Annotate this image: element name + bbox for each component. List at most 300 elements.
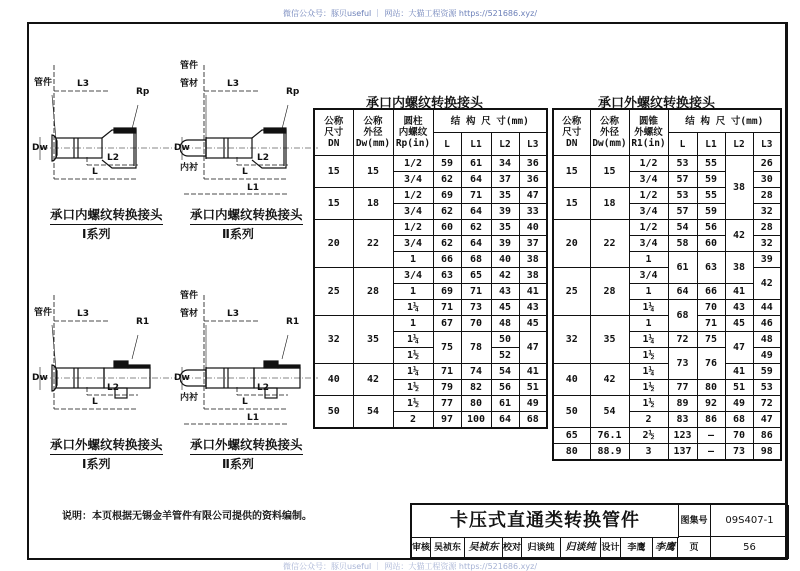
table-cell: 60 (697, 236, 725, 252)
reviewer-name: 吴祯东 (431, 537, 465, 559)
figure-series: Ⅰ系列 (82, 227, 111, 241)
table-row (314, 268, 547, 284)
internal-thread-table (313, 108, 548, 429)
label-dw: Dw (32, 373, 48, 383)
table-cell: 64 (668, 284, 697, 300)
table-cell: 64 (461, 236, 491, 252)
header-l3: L3 (519, 133, 547, 156)
table-cell: 65 (553, 428, 590, 444)
table-cell: 62 (433, 172, 461, 188)
table-cell: 51 (725, 380, 753, 396)
table-cell: 1¼ (393, 364, 433, 380)
header-l1: L1 (697, 133, 725, 156)
table-cell: 78 (461, 332, 491, 364)
table-cell: 80 (461, 396, 491, 412)
table-cell: 45 (491, 300, 519, 316)
label-l: L (92, 397, 98, 407)
label-l: L (242, 167, 248, 177)
table-row (553, 444, 781, 461)
table-cell: 62 (433, 236, 461, 252)
table-cell: 1¼ (629, 300, 668, 316)
table-cell: 1/2 (629, 156, 668, 172)
table-cell: 59 (433, 156, 461, 172)
header-dn: 公称 尺寸 DN (553, 109, 590, 156)
label-pipe: 管材 (180, 309, 199, 319)
table-cell: 1¼ (629, 364, 668, 380)
table-cell: 60 (433, 220, 461, 236)
table-cell: 73 (461, 300, 491, 316)
table-cell: 48 (491, 316, 519, 332)
label-l1: L1 (247, 183, 259, 193)
table-cell: 15 (353, 156, 393, 188)
table-cell: 63 (433, 268, 461, 284)
drawing-title: 卡压式直通类转换管件 (412, 505, 679, 538)
external-thread-adapter-figure-series-1 (32, 295, 178, 471)
table-cell: 39 (753, 252, 781, 268)
table-cell: 2 (629, 412, 668, 428)
table-cell: 77 (433, 396, 461, 412)
fitting-drawing (180, 65, 320, 197)
table-cell: 68 (725, 412, 753, 428)
table-cell: 80 (697, 380, 725, 396)
table-cell: 137 (668, 444, 697, 461)
table-cell: 39 (491, 204, 519, 220)
table-row (553, 156, 781, 172)
table-cell: 25 (314, 268, 353, 316)
fitting-drawing (38, 65, 178, 197)
table-cell: 43 (491, 284, 519, 300)
table-cell: 83 (668, 412, 697, 428)
table-cell: 59 (697, 172, 725, 188)
table-cell: 54 (491, 364, 519, 380)
table-cell: 70 (461, 316, 491, 332)
table-cell: 64 (461, 172, 491, 188)
table-cell: 44 (753, 300, 781, 316)
note: 说明：本页根据无锡金羊管件有限公司提供的资料编制。 (62, 511, 312, 522)
table-cell: 18 (353, 188, 393, 220)
figure-title: 承口内螺纹转换接头 (50, 205, 163, 225)
table-cell: 39 (491, 236, 519, 252)
header-dw: 公称 外径 Dw(mm) (590, 109, 629, 156)
table-cell: 1 (393, 316, 433, 332)
table-row (553, 364, 781, 380)
label-liner: 内衬 (180, 163, 199, 173)
table-cell: 71 (461, 188, 491, 204)
label-l2: L2 (107, 153, 119, 163)
table-cell: 72 (668, 332, 697, 348)
atlas-number: 09S407-1 (711, 505, 789, 537)
table-cell: 3/4 (629, 236, 668, 252)
table-cell: 22 (353, 220, 393, 268)
table-cell: 20 (314, 220, 353, 268)
table-cell: 38 (519, 252, 547, 268)
label-dw: Dw (174, 373, 190, 383)
label-l: L (242, 397, 248, 407)
table-cell: 15 (553, 188, 590, 220)
label-thread: Rp (286, 87, 300, 97)
table-cell: 47 (725, 332, 753, 364)
table-row (314, 220, 547, 236)
table-cell: 28 (353, 268, 393, 316)
checker-name: 归谈纯 (522, 537, 561, 559)
table-cell: 73 (668, 348, 697, 380)
table-cell: 57 (668, 172, 697, 188)
table-cell: 15 (553, 156, 590, 188)
table-cell: 3/4 (629, 268, 668, 284)
table-cell: 41 (519, 364, 547, 380)
table-cell: 1½ (629, 380, 668, 396)
table-cell: 59 (753, 364, 781, 380)
table-cell: 1½ (393, 348, 433, 364)
table-cell: 71 (461, 284, 491, 300)
label-thread: R1 (136, 317, 150, 327)
table-cell: 98 (753, 444, 781, 461)
page-number: 56 (711, 537, 789, 559)
table-cell: 1 (393, 284, 433, 300)
table-cell: 35 (491, 188, 519, 204)
table-cell: 1½ (393, 396, 433, 412)
table-cell: 71 (433, 364, 461, 380)
table-title-internal-thread: 承口内螺纹转换接头 (366, 96, 484, 111)
table-cell: 69 (433, 284, 461, 300)
table-row (553, 396, 781, 412)
table-cell: 1/2 (393, 220, 433, 236)
table-cell: 69 (433, 188, 461, 204)
table-cell: 1/2 (393, 188, 433, 204)
table-cell: 75 (697, 332, 725, 348)
table-cell: 3/4 (629, 204, 668, 220)
table-cell: 77 (668, 380, 697, 396)
table-cell: 58 (668, 236, 697, 252)
header-l: L (433, 133, 461, 156)
table-cell: 1 (629, 252, 668, 268)
table-cell: 28 (753, 220, 781, 236)
table-cell: 42 (590, 364, 629, 396)
table-cell: 28 (753, 188, 781, 204)
table-cell: 38 (725, 252, 753, 284)
header-dn: 公称 尺寸 DN (314, 109, 353, 156)
table-cell: 86 (753, 428, 781, 444)
table-cell: 68 (668, 300, 697, 332)
table-cell: 3/4 (393, 172, 433, 188)
table-row (314, 364, 547, 380)
table-row (314, 156, 547, 172)
table-cell: 15 (314, 156, 353, 188)
label-pipe: 管材 (180, 79, 199, 89)
page-label: 页 (678, 537, 711, 559)
label-fitting: 管件 (180, 61, 199, 71)
table-cell: 89 (668, 396, 697, 412)
table-cell: 70 (725, 428, 753, 444)
header-l2: L2 (491, 133, 519, 156)
table-cell: 55 (697, 156, 725, 172)
table-cell: 53 (753, 380, 781, 396)
table-cell: 35 (590, 316, 629, 364)
label-l1: L1 (247, 413, 259, 423)
table-cell: 80 (553, 444, 590, 461)
table-cell: 15 (590, 156, 629, 188)
table-cell: 42 (353, 364, 393, 396)
table-cell: 1¼ (393, 300, 433, 316)
table-cell: 68 (461, 252, 491, 268)
fitting-drawing (38, 295, 178, 427)
table-cell: 42 (725, 220, 753, 252)
table-cell: 41 (725, 284, 753, 300)
check-label: 校对 (503, 537, 522, 559)
table-row (314, 396, 547, 412)
table-cell: 1½ (393, 380, 433, 396)
table-cell: 71 (697, 316, 725, 332)
internal-thread-adapter-figure-series-1 (32, 65, 178, 241)
table-cell: 86 (697, 412, 725, 428)
designer-name: 李鹰 (621, 537, 653, 559)
fitting-drawing (180, 295, 320, 427)
table-cell: 49 (725, 396, 753, 412)
table-cell: 30 (753, 172, 781, 188)
table-cell: 3/4 (629, 172, 668, 188)
table-cell: 64 (461, 204, 491, 220)
label-thread: Rp (136, 87, 150, 97)
table-cell: 66 (433, 252, 461, 268)
header-l3: L3 (753, 133, 781, 156)
table-cell: 53 (668, 156, 697, 172)
table-cell: 35 (353, 316, 393, 364)
table-cell: 32 (314, 316, 353, 364)
review-label: 审核 (412, 537, 431, 559)
reviewer-signature: 吴祯东 (465, 537, 503, 559)
table-cell: 61 (668, 252, 697, 284)
table-cell: 15 (314, 188, 353, 220)
table-cell: 49 (753, 348, 781, 364)
table-cell: 46 (753, 316, 781, 332)
label-fitting: 管件 (34, 308, 53, 318)
table-cell: 45 (725, 316, 753, 332)
table-cell: 2½ (629, 428, 668, 444)
atlas-label: 图集号 (678, 505, 711, 537)
figure-series: Ⅰ系列 (82, 457, 111, 471)
header-l: L (668, 133, 697, 156)
table-cell: 51 (519, 380, 547, 396)
table-cell: 41 (519, 284, 547, 300)
table-row (314, 188, 547, 204)
table-cell: 100 (461, 412, 491, 429)
figure-caption (190, 205, 303, 242)
table-cell: 1 (629, 284, 668, 300)
table-row (553, 428, 781, 444)
table-cell: 1½ (629, 348, 668, 364)
table-cell: 40 (491, 252, 519, 268)
table-cell: 55 (697, 188, 725, 204)
table-cell: 1½ (629, 396, 668, 412)
table-cell: 71 (433, 300, 461, 316)
table-cell: 1/2 (393, 156, 433, 172)
table-cell: 97 (433, 412, 461, 429)
table-cell: 42 (753, 268, 781, 300)
label-l2: L2 (257, 383, 269, 393)
figure-title: 承口内螺纹转换接头 (190, 205, 303, 225)
table-cell: 50 (314, 396, 353, 429)
table-cell: 32 (753, 204, 781, 220)
table-cell: 50 (553, 396, 590, 428)
table-cell: 32 (753, 236, 781, 252)
table-cell: 123 (668, 428, 697, 444)
table-cell: 56 (697, 220, 725, 236)
table-header-row (314, 109, 547, 133)
label-l3: L3 (77, 79, 89, 89)
header-dimensions: 结 构 尺 寸(mm) (668, 109, 781, 133)
header-l1: L1 (461, 133, 491, 156)
label-thread: R1 (286, 317, 300, 327)
table-cell: 1/2 (629, 220, 668, 236)
table-cell: 70 (697, 300, 725, 316)
table-cell: 82 (461, 380, 491, 396)
table-cell: 79 (433, 380, 461, 396)
table-cell: 52 (491, 348, 519, 364)
table-cell: 49 (519, 396, 547, 412)
table-cell: 54 (590, 396, 629, 428)
table-cell: 76.1 (590, 428, 629, 444)
table-cell: 37 (491, 172, 519, 188)
table-cell: 3/4 (393, 268, 433, 284)
internal-thread-adapter-figure-series-2 (174, 61, 320, 241)
table-cell: 34 (491, 156, 519, 172)
figure-caption (190, 435, 303, 472)
figure-title: 承口外螺纹转换接头 (190, 435, 303, 455)
table-cell: 20 (553, 220, 590, 268)
table-cell: 40 (519, 220, 547, 236)
header-dw: 公称 外径 Dw(mm) (353, 109, 393, 156)
label-dw: Dw (32, 143, 48, 153)
table-cell: 43 (519, 300, 547, 316)
table-cell: 67 (433, 316, 461, 332)
label-l: L (92, 167, 98, 177)
table-cell: 1/2 (629, 188, 668, 204)
table-cell: 48 (753, 332, 781, 348)
header-dimensions: 结 构 尺 寸(mm) (433, 109, 547, 133)
figure-caption (50, 435, 163, 472)
table-cell: 36 (519, 156, 547, 172)
label-dw: Dw (174, 143, 190, 153)
figure-title: 承口外螺纹转换接头 (50, 435, 163, 455)
table-cell: 88.9 (590, 444, 629, 461)
external-thread-table (552, 108, 782, 461)
label-l3: L3 (77, 309, 89, 319)
table-cell: 40 (553, 364, 590, 396)
table-cell: 65 (461, 268, 491, 284)
table-cell: 61 (461, 156, 491, 172)
title-block (410, 503, 787, 559)
header-thread: 圆锥 外螺纹 R1(in) (629, 109, 668, 156)
table-cell: 18 (590, 188, 629, 220)
table-cell: 1 (629, 316, 668, 332)
table-cell: 61 (491, 396, 519, 412)
figure-caption (50, 205, 163, 242)
table-cell: 50 (491, 332, 519, 348)
table-cell: 40 (314, 364, 353, 396)
label-liner: 内衬 (180, 393, 199, 403)
table-cell: 25 (553, 268, 590, 316)
table-cell: 2 (393, 412, 433, 429)
table-cell: 63 (697, 252, 725, 284)
table-cell: 3/4 (393, 204, 433, 220)
label-l3: L3 (227, 309, 239, 319)
figure-series: Ⅱ系列 (222, 457, 254, 471)
watermark-top: 微信公众号：豚贝useful ｜ 网站：大猫工程资源 https://521686.xyz/ (283, 9, 538, 18)
table-cell: 62 (461, 220, 491, 236)
table-cell: 72 (753, 396, 781, 412)
table-cell: 1¼ (393, 332, 433, 348)
table-cell: 68 (519, 412, 547, 429)
table-row (553, 220, 781, 236)
table-cell: 37 (519, 236, 547, 252)
table-cell: 36 (519, 172, 547, 188)
table-cell: 41 (725, 364, 753, 380)
table-cell: 28 (590, 268, 629, 316)
table-row (553, 316, 781, 332)
table-cell: 75 (433, 332, 461, 364)
table-title-external-thread: 承口外螺纹转换接头 (598, 96, 716, 111)
table-cell: 1¼ (629, 332, 668, 348)
header-l2: L2 (725, 133, 753, 156)
table-cell: 54 (353, 396, 393, 429)
table-cell: 47 (753, 412, 781, 428)
table-cell: 53 (668, 188, 697, 204)
table-cell: 45 (519, 316, 547, 332)
label-fitting: 管件 (180, 291, 199, 301)
label-fitting: 管件 (34, 78, 53, 88)
table-cell: — (697, 428, 725, 444)
table-cell: 62 (433, 204, 461, 220)
designer-signature: 李鹰 (653, 537, 678, 559)
table-cell: 38 (725, 156, 753, 220)
table-header-row (553, 109, 781, 133)
table-cell: 42 (491, 268, 519, 284)
table-cell: 66 (697, 284, 725, 300)
table-cell: 38 (519, 268, 547, 284)
table-cell: 32 (553, 316, 590, 364)
table-cell: 59 (697, 204, 725, 220)
table-cell: 43 (725, 300, 753, 316)
table-cell: 92 (697, 396, 725, 412)
table-cell: 57 (668, 204, 697, 220)
table-cell: 3 (629, 444, 668, 461)
label-l3: L3 (227, 79, 239, 89)
table-cell: 1 (393, 252, 433, 268)
table-cell: 73 (725, 444, 753, 461)
checker-signature: 归谈纯 (561, 537, 601, 559)
figure-series: Ⅱ系列 (222, 227, 254, 241)
table-cell: 3/4 (393, 236, 433, 252)
label-l2: L2 (257, 153, 269, 163)
table-cell: — (697, 444, 725, 461)
table-cell: 54 (668, 220, 697, 236)
table-cell: 74 (461, 364, 491, 380)
table-cell: 35 (491, 220, 519, 236)
table-cell: 47 (519, 188, 547, 204)
watermark-bottom: 微信公众号：豚贝useful ｜ 网站：大猫工程资源 https://521686.xyz/ (283, 562, 538, 571)
table-cell: 22 (590, 220, 629, 268)
external-thread-adapter-figure-series-2 (174, 291, 320, 471)
design-label: 设计 (601, 537, 621, 559)
table-cell: 26 (753, 156, 781, 172)
label-l2: L2 (107, 383, 119, 393)
table-cell: 76 (697, 348, 725, 380)
header-thread: 圆柱 内螺纹 Rp(in) (393, 109, 433, 156)
table-cell: 64 (491, 412, 519, 429)
table-cell: 56 (491, 380, 519, 396)
table-row (314, 316, 547, 332)
table-cell: 47 (519, 332, 547, 364)
